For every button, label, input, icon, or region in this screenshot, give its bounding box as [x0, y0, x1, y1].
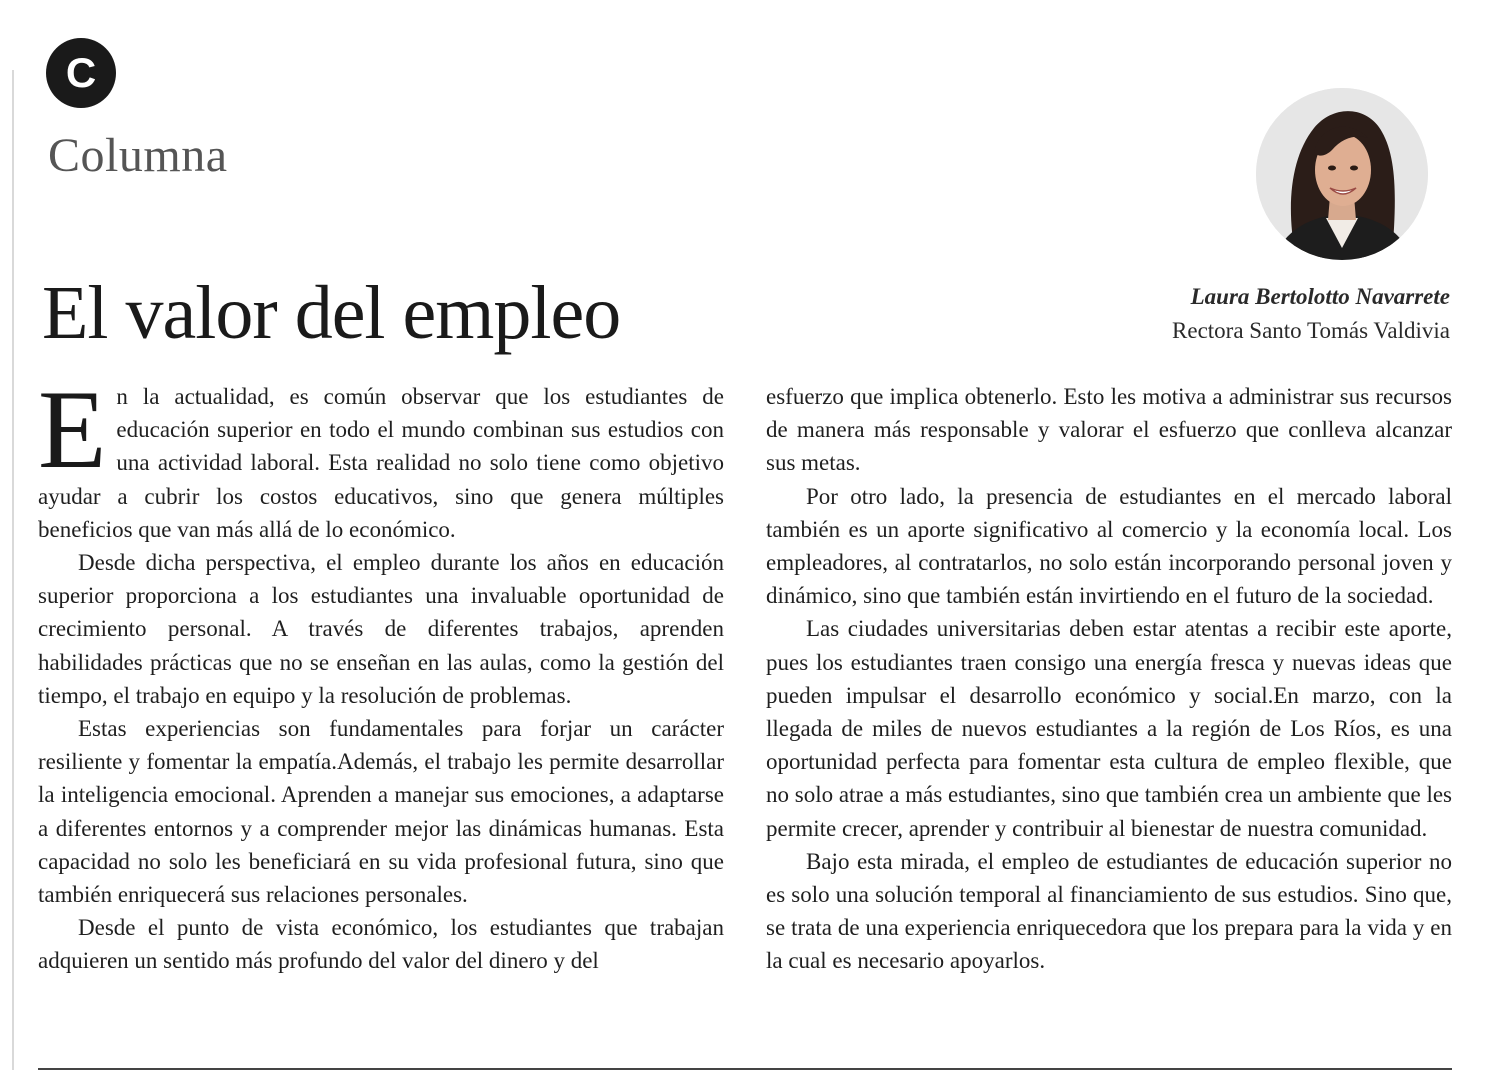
left-margin-rule — [12, 70, 14, 1070]
author-name: Laura Bertolotto Navarrete — [1190, 284, 1450, 309]
bottom-rule — [38, 1068, 1452, 1070]
article-paragraph: Desde el punto de vista económico, los estudiantes que trabajan adquieren un sentido más profundo del valor del dinero y del — [38, 915, 724, 974]
article-column-right — [766, 380, 1452, 978]
section-label: Columna — [48, 129, 228, 182]
drop-cap: E — [38, 368, 107, 492]
article-column-left — [38, 368, 724, 978]
article-headline: El valor del empleo — [42, 271, 621, 355]
article-paragraph: Bajo esta mirada, el empleo de estudiantes de educación superior no es solo una solución temporal al financiamiento de sus estudios. Sino que, se trata de una experiencia enriquecedora que los prepara para la vida y en la cual es necesario apoyarlos. — [766, 848, 1452, 974]
author-role: Rectora Santo Tomás Valdivia — [1172, 318, 1450, 343]
article-paragraph: Estas experiencias son fundamentales para forjar un carácter resiliente y fomentar la empatía.Además, el trabajo les permite desarrollar la inteligencia emocional. Aprenden a manejar sus emociones, a adaptarse a diferentes entornos y a comprender mejor las dinámicas humanas. Esta capacidad no solo les beneficiará en su vida profesional futura, sino que también enriquecerá sus relaciones personales. — [38, 716, 724, 908]
author-portrait — [1256, 88, 1428, 260]
article-paragraph: Por otro lado, la presencia de estudiantes en el mercado laboral también es un aporte significativo al comercio y la economía local. Los empleadores, al contratarlos, no solo están incorporando personal joven y dinámico, sino que también están invirtiendo en el futuro de la sociedad. — [766, 483, 1452, 609]
article-paragraph: Desde dicha perspectiva, el empleo durante los años en educación superior proporciona a los estudiantes una invaluable oportunidad de crecimiento personal. A través de diferentes trabajos, aprenden habilidades prácticas que no se enseñan en las aulas, como la gestión del tiempo, el trabajo en equipo y la resolución de problemas. — [38, 550, 724, 708]
author-portrait-icon — [1256, 88, 1428, 260]
article-paragraph: esfuerzo que implica obtenerlo. Esto les motiva a administrar sus recursos de manera más responsable y valorar el esfuerzo que conlleva alcanzar sus metas. — [766, 384, 1452, 476]
section-logo-icon — [46, 38, 116, 108]
paragraph-text: n la actualidad, es común observar que los estudiantes de educación superior en todo el mundo combinan sus estudios con una actividad laboral. Esta realidad no solo tiene como objetivo ayudar a cubrir los costos educativos, sino que genera múltiples beneficios que van más allá de lo económico. — [38, 384, 724, 542]
article-paragraph: Las ciudades universitarias deben estar atentas a recibir este aporte, pues los estudiantes traen consigo una energía fresca y nuevas ideas que pueden impulsar el desarrollo económico y social.En marzo, con la llegada de miles de nuevos estudiantes a la región de Los Ríos, es una oportunidad perfecta para fomentar esta cultura de empleo flexible, que no solo atrae a más estudiantes, sino que también crea un ambiente que les permite crecer, aprender y contribuir al bienestar de nuestra comunidad. — [766, 616, 1452, 841]
article-paragraph — [38, 368, 724, 546]
byline — [1172, 280, 1450, 348]
logo-letter: C — [65, 49, 97, 96]
